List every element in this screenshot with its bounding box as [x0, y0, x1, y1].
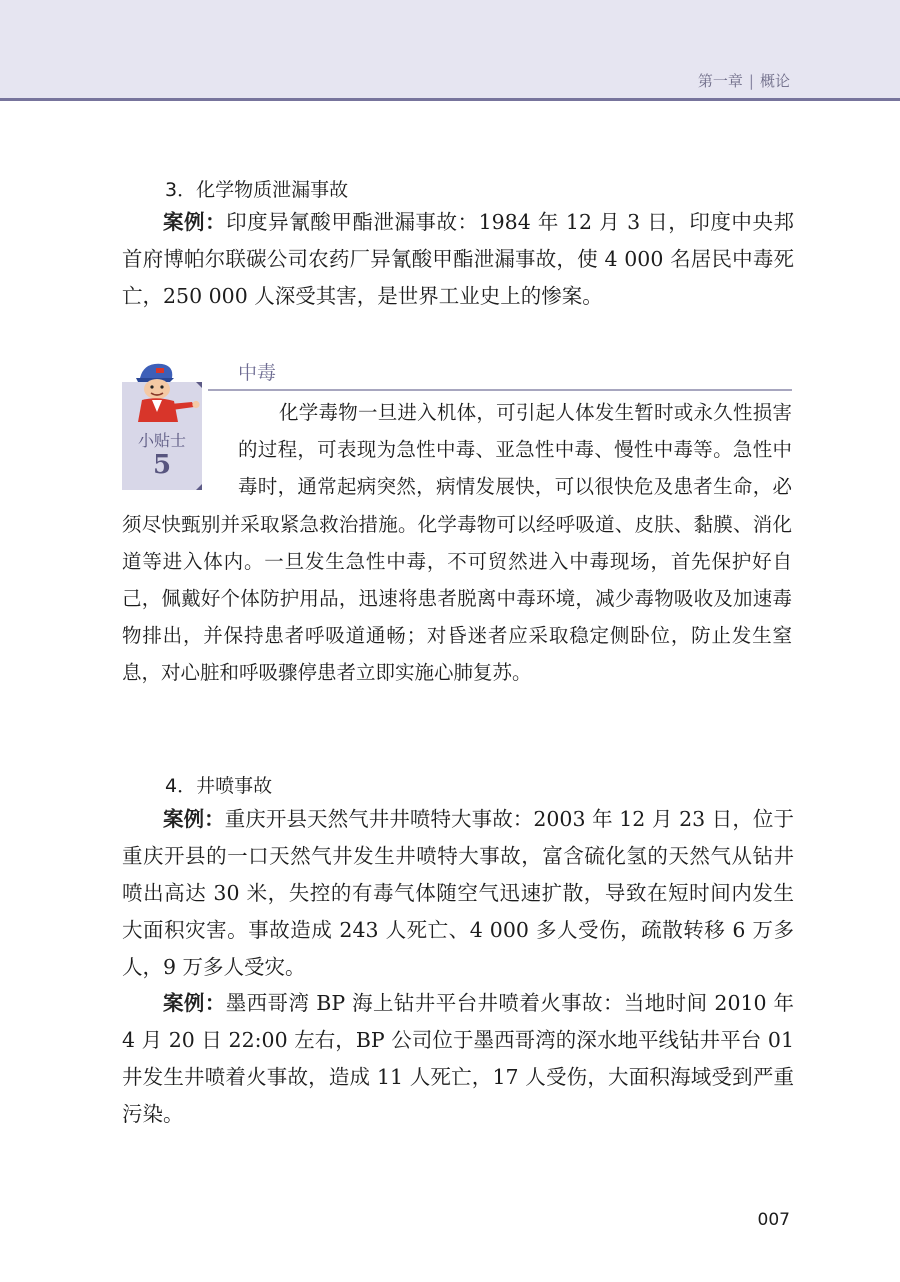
case-text: 重庆开县天然气井井喷特大事故：2003 年 12 月 23 日，位于重庆开县的一口天然气井发生井喷特大事故，富含硫化氢的天然气从钻井喷出高达 30 米，失控的有毒气体随空气迅速扩散，导致在短时间内发生大面积灾害。事故造成 243 人死亡、4 000 多人受伤，疏散转移 6 万多人，9 万多人受灾。 — [122, 807, 794, 979]
case-text: 墨西哥湾 BP 海上钻井平台井喷着火事故：当地时间 2010 年 4 月 20 日 22:00 左右，BP 公司位于墨西哥湾的深水地平线钻井平台 01 井发生井喷着火事故，造成 11 人死亡，17 人受伤，大面积海域受到严重污染。 — [122, 991, 795, 1126]
case-lead-label: 案例： — [163, 807, 225, 831]
tip-number: 5 — [152, 450, 172, 480]
tip-body — [122, 394, 792, 692]
section-3-title: 3．化学物质泄漏事故 — [165, 179, 349, 201]
case-lead-label: 案例： — [163, 991, 226, 1015]
page-number: 007 — [757, 1210, 790, 1230]
tip-title-rule — [208, 389, 792, 391]
tip-body-text: 化学毒物一旦进入机体，可引起人体发生暂时或永久性损害的过程，可表现为急性中毒、亚急性中毒、慢性中毒等。急性中毒时，通常起病突然，病情发展快，可以很快危及患者生命，必须尽快甄别并采取紧急救治措施。化学毒物可以经呼吸道、皮肤、黏膜、消化道等进入体内。一旦发生急性中毒，不可贸然进入中毒现场，首先保护好自己，佩戴好个体防护用品，迅速将患者脱离中毒环境，减少毒物吸收及加速毒物排出，并保持患者呼吸道通畅；对昏迷者应采取稳定侧卧位，防止发生窒息，对心脏和呼吸骤停患者立即实施心肺复苏。 — [122, 401, 792, 685]
tip-label: 小贴士 — [137, 431, 186, 450]
case-text: 印度异氰酸甲酯泄漏事故：1984 年 12 月 3 日，印度中央邦首府博帕尔联碳公司农药厂异氰酸甲酯泄漏事故，使 4 000 名居民中毒死亡，250 000 人深受其害，是世界工业史上的惨案。 — [122, 210, 794, 308]
running-head-section: 概论 — [759, 72, 790, 90]
section-4-title: 4．井喷事故 — [165, 775, 273, 797]
running-head — [698, 70, 790, 91]
section-4-case-1-paragraph — [122, 801, 794, 986]
header-rule — [0, 98, 900, 101]
case-lead-label: 案例： — [163, 210, 227, 234]
section-4-case-2-paragraph — [122, 985, 794, 1133]
section-3-case-paragraph — [122, 204, 794, 315]
running-head-separator: | — [748, 72, 754, 90]
running-head-chapter: 第一章 — [697, 72, 743, 90]
tip-title: 中毒 — [238, 362, 277, 384]
tip-body-wrap-spacer — [122, 394, 238, 505]
